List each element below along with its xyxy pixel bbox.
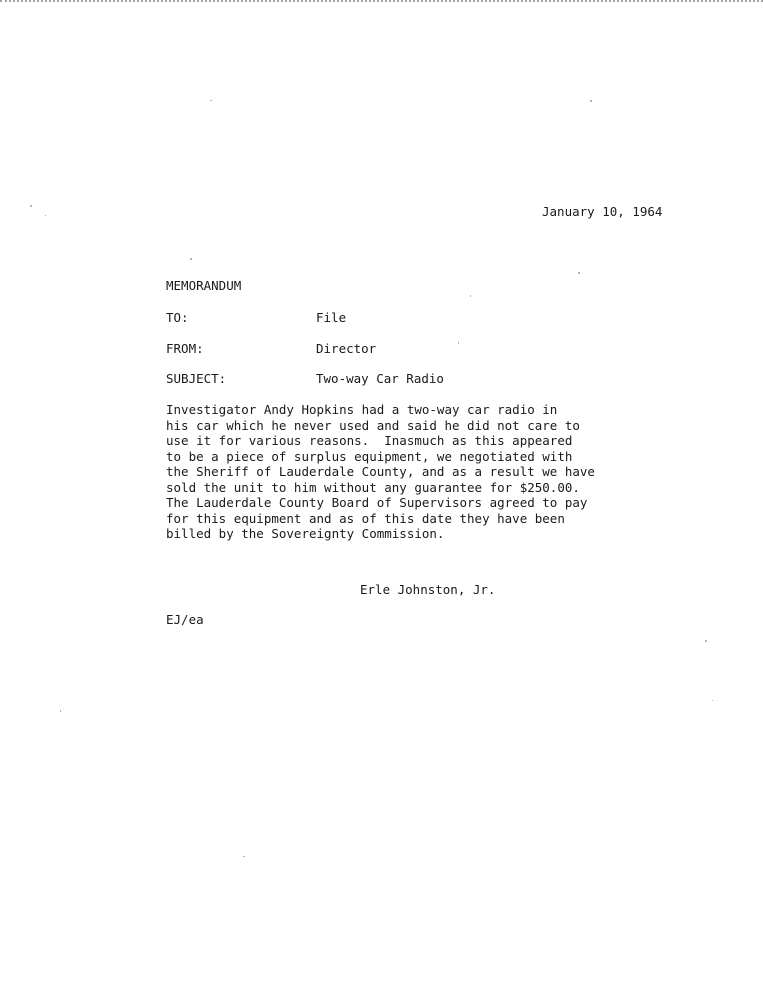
to-value: File — [316, 310, 347, 325]
scan-speck — [243, 856, 245, 857]
subject-label: SUBJECT: — [166, 371, 227, 386]
scan-speck — [45, 215, 46, 216]
scan-speck — [590, 100, 592, 102]
page-top-edge — [0, 0, 763, 6]
memo-body — [166, 402, 595, 542]
scan-speck — [30, 205, 32, 207]
memo-heading: MEMORANDUM — [166, 278, 242, 293]
to-label: TO: — [166, 310, 189, 325]
from-label: FROM: — [166, 341, 204, 356]
body-line: The Lauderdale County Board of Supervisors agreed to pay — [166, 495, 588, 510]
scan-speck — [190, 258, 192, 260]
scan-speck — [210, 100, 212, 101]
body-line: use it for various reasons. Inasmuch as this appeared — [166, 433, 573, 448]
scan-speck — [458, 342, 459, 344]
memo-date: January 10, 1964 — [542, 204, 663, 219]
scan-speck — [712, 700, 713, 701]
signature: Erle Johnston, Jr. — [360, 582, 496, 597]
body-line: Investigator Andy Hopkins had a two-way car radio in — [166, 402, 558, 417]
scan-speck — [60, 710, 61, 712]
from-value: Director — [316, 341, 377, 356]
body-line: sold the unit to him without any guarantee for $250.00. — [166, 479, 580, 495]
scan-speck — [578, 272, 580, 274]
scan-speck — [705, 640, 707, 642]
body-line: billed by the Sovereignty Commission. — [166, 526, 445, 541]
body-line: his car which he never used and said he did not care to — [166, 417, 580, 433]
scan-speck — [470, 295, 471, 297]
body-line: for this equipment and as of this date they have been — [166, 510, 565, 526]
subject-value: Two-way Car Radio — [316, 371, 444, 386]
typist-initials: EJ/ea — [166, 612, 204, 627]
body-line: the Sheriff of Lauderdale County, and as a result we have — [166, 464, 595, 479]
body-line: to be a piece of surplus equipment, we negotiated with — [166, 448, 573, 464]
